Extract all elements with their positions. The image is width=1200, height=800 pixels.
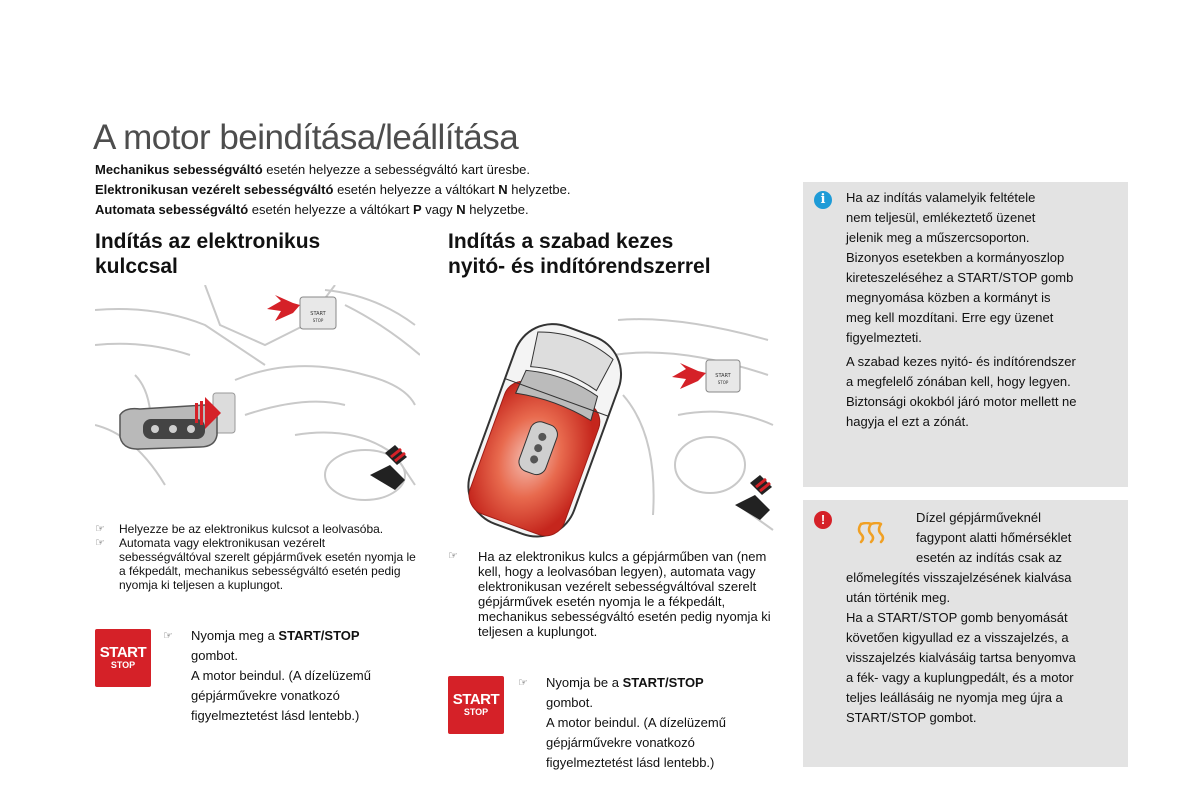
dashboard-key-illustration <box>95 285 420 503</box>
info-text: Ha az indítás valamelyik feltétele nem teljesül, emlékeztető üzenet jelenik meg a műszercsoporton. Bizonyos esetekben a kormányoszlop kireteszeléséhez a START/STOP gomb megnyomása közben a kormányt is meg kell mozdítani. Erre egy üzenet figyelmezteti. A szabad kezes nyitó- és indítórendszer a megfelelő zónában kell, hogy legyen. Biztonsági okokból járó motor mellett ne hagyja el ezt a zónát. <box>846 190 1077 429</box>
list-item: ☞ Automata vagy elektronikusan vezérelt sebességváltóval szerelt gépjárművek esetén nyomja le a fékpedált, mechanikus sebességváltó esetén pedig nyomja ki teljesen a kuplungot. <box>95 536 416 592</box>
middle-heading: Indítás a szabad kezes nyitó- és indítórendszerrel <box>448 230 711 278</box>
left-step: ☞ Nyomja meg a START/STOP gombot. A motor beindul. (A dízelüzemű gépjárművekre vonatkozó figyelmeztetést lásd lentebb.) <box>163 628 371 723</box>
car-hands-free-illustration <box>448 315 778 545</box>
pointing-hand-icon: ☞ <box>95 537 105 549</box>
pointing-hand-icon: ☞ <box>163 630 173 642</box>
warning-icon: ! <box>814 511 832 529</box>
list-item: ☞ Ha az elektronikus kulcs a gépjárműben van (nem kell, hogy a leolvasóban legyen), automata vagy elektronikusan vezérelt sebességváltóval szerelt gépjárművek esetén nyomja le a fékpedált, mechanikus sebességváltó esetén pedig nyomja ki teljesen a kuplungot. <box>448 549 771 639</box>
start-stop-button-icon: START STOP <box>448 676 504 734</box>
page-title: A motor beindítása/leállítása <box>93 118 519 157</box>
pointing-hand-icon: ☞ <box>518 677 528 689</box>
svg-text:STOP: STOP <box>717 380 729 385</box>
middle-step: ☞ Nyomja be a START/STOP gombot. A motor beindul. (A dízelüzemű gépjárművekre vonatkozó figyelmeztetést lásd lentebb.) <box>518 675 726 770</box>
svg-text:START: START <box>715 373 731 379</box>
svg-text:START: START <box>310 311 326 317</box>
left-bullets <box>95 522 425 592</box>
warning-panel <box>803 500 1128 767</box>
intro-line-1: Mechanikus sebességváltó esetén helyezze a sebességváltó kart üresbe. <box>95 162 531 177</box>
svg-text:STOP: STOP <box>312 318 324 323</box>
intro-line-3: Automata sebességváltó esetén helyezze a váltókart P vagy N helyzetbe. <box>95 202 529 217</box>
start-stop-button-icon: START STOP <box>95 629 151 687</box>
left-heading: Indítás az elektronikus kulccsal <box>95 230 321 278</box>
list-item: ☞ Helyezze be az elektronikus kulcsot a leolvasóba. <box>95 522 384 536</box>
pointing-hand-icon: ☞ <box>95 523 105 535</box>
warning-text: Dízel gépjárműveknél fagypont alatti hőmérséklet esetén az indítás csak az előmelegítés visszajelzésének kialvása után történik meg. Ha a START/STOP gomb benyomását követően kigyullad ez a visszajelzés, a visszajelzés kialvásáig tartsa benyomva a fék- vagy a kuplungpedált, és a motor teljes leállásáig ne nyomja meg újra a START/STOP gombot. <box>846 510 1076 725</box>
info-icon: i <box>814 191 832 209</box>
middle-bullets <box>448 549 778 639</box>
pointing-hand-icon: ☞ <box>448 550 458 562</box>
info-panel <box>803 182 1128 487</box>
intro-line-2: Elektronikusan vezérelt sebességváltó esetén helyezze a váltókart N helyzetbe. <box>95 182 571 197</box>
